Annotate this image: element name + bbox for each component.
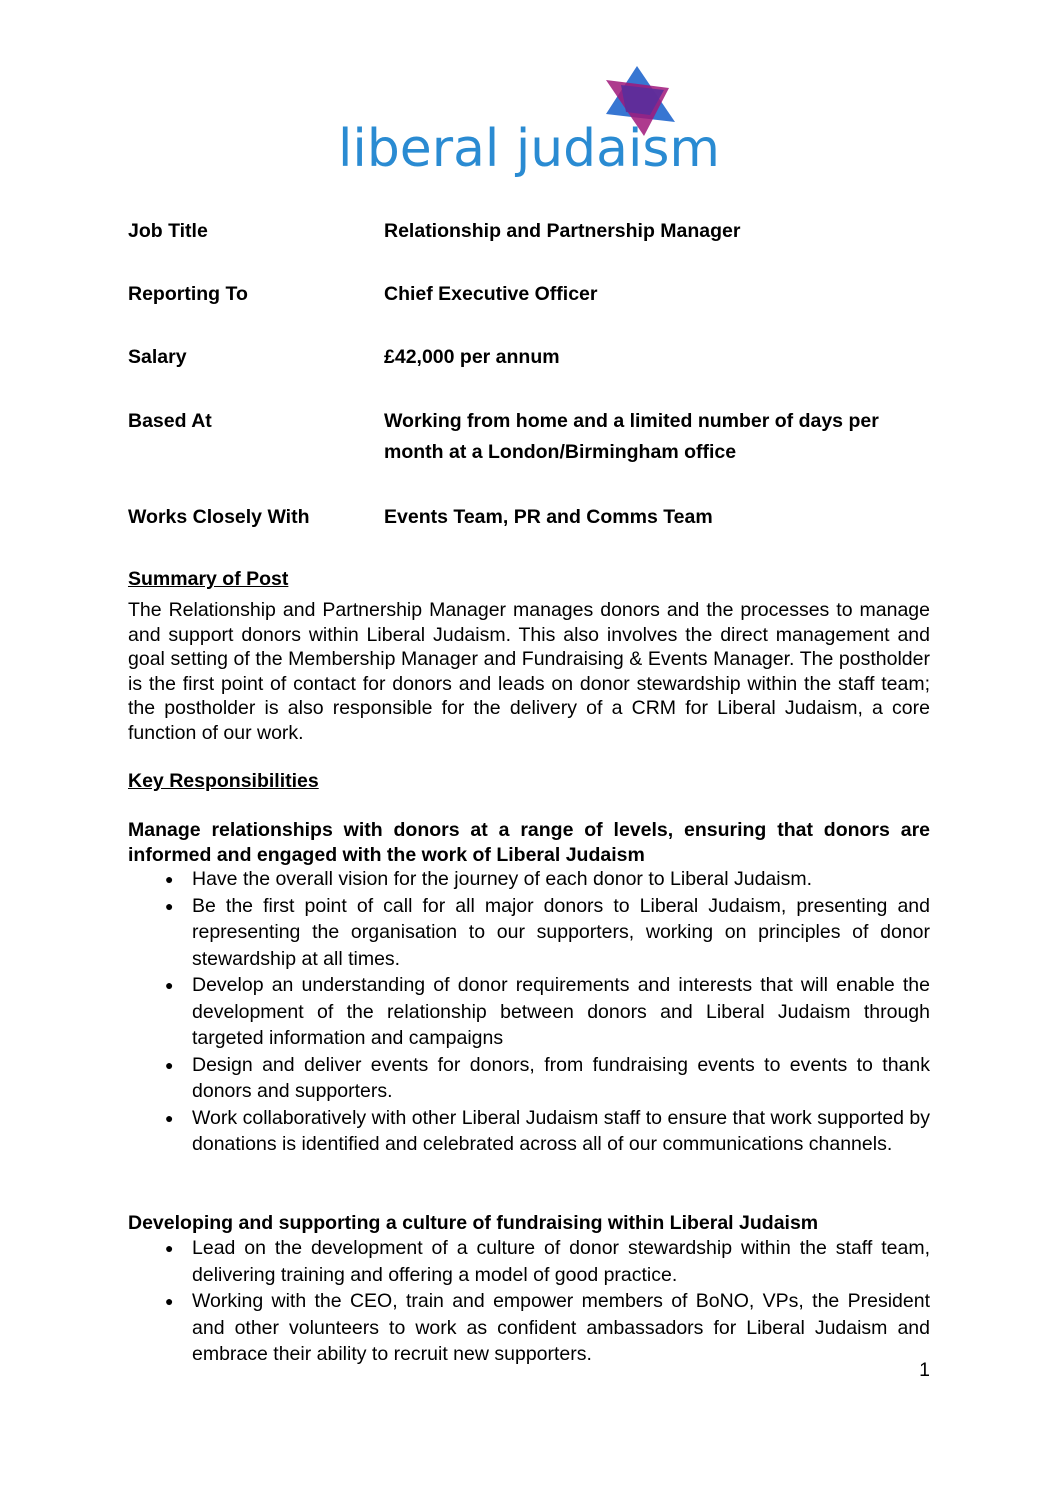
field-label: Job Title: [128, 220, 208, 242]
field-label: Reporting To: [128, 283, 248, 305]
list-item: [128, 1105, 930, 1158]
field-value: Relationship and Partnership Manager: [384, 220, 741, 242]
list-item: [128, 1288, 930, 1368]
bullet-icon: ●: [165, 897, 174, 914]
list-item-text: Have the overall vision for the journey of each donor to Liberal Judaism.: [192, 868, 813, 890]
list-item: [128, 1235, 930, 1288]
responsibility-list: [128, 1235, 930, 1368]
field-value: Events Team, PR and Comms Team: [384, 506, 713, 528]
list-item-text: Work collaboratively with other Liberal Judaism staff to ensure that work supported by donations is identified and celebrated across all of our communications channels.: [192, 1106, 930, 1155]
summary-heading: Summary of Post: [128, 568, 289, 590]
list-item: [128, 893, 930, 973]
liberal-judaism-logo: [338, 64, 720, 188]
field-value: £42,000 per annum: [384, 346, 560, 368]
summary-paragraph: The Relationship and Partnership Manager manages donors and the processes to manage and support donors within Liberal Judaism. This also involves the direct management and goal setting of the Membership Manager and Fundraising & Events Manager. The postholder is the first point of contact for donors and leads on donor stewardship within the staff team; the postholder is also responsible for the delivery of a CRM for Liberal Judaism, a core function of our work.: [128, 599, 930, 744]
field-label: Based At: [128, 410, 212, 432]
field-value: Working from home and a limited number of days per month at a London/Birmingham office: [384, 410, 879, 463]
bullet-icon: ●: [165, 977, 174, 993]
field-label: Salary: [128, 346, 187, 368]
bullet-icon: ●: [165, 1293, 174, 1309]
list-item: [128, 972, 930, 1052]
responsibilities-heading: Key Responsibilities: [128, 770, 319, 792]
responsibility-group-title: Manage relationships with donors at a range of levels, ensuring that donors are informed and engaged with the work of Liberal Judaism: [128, 819, 930, 866]
list-item: [128, 866, 930, 893]
responsibility-group-title: Developing and supporting a culture of fundraising within Liberal Judaism: [128, 1212, 819, 1234]
page-number: 1: [919, 1359, 930, 1381]
list-item-text: Lead on the development of a culture of donor stewardship within the staff team, delivering training and offering a model of good practice.: [192, 1237, 930, 1286]
field-label: Works Closely With: [128, 506, 310, 528]
bullet-icon: ●: [165, 871, 174, 887]
logo-graphic: [338, 64, 720, 188]
list-item-text: Design and deliver events for donors, from fundraising events to events to thank donors and supporters.: [192, 1053, 930, 1102]
bullet-icon: ●: [165, 1056, 174, 1073]
list-item: [128, 1052, 930, 1105]
bullet-icon: ●: [165, 1240, 174, 1256]
field-value: Chief Executive Officer: [384, 283, 598, 305]
list-item-text: Be the first point of call for all major donors to Liberal Judaism, presenting and representing the organisation to our supporters, working on principles of donor stewardship at all times.: [192, 894, 930, 970]
list-item-text: Working with the CEO, train and empower members of BoNO, VPs, the President and other volunteers to work as confident ambassadors for Liberal Judaism and embrace their ability to recruit new supporters.: [192, 1290, 930, 1365]
responsibility-list: [128, 866, 930, 1158]
bullet-icon: ●: [165, 1109, 174, 1126]
list-item-text: Develop an understanding of donor requirements and interests that will enable the development of the relationship between donors and Liberal Judaism through targeted information and campaigns: [192, 974, 930, 1049]
logo-wordmark: liberal judaism: [338, 119, 720, 179]
